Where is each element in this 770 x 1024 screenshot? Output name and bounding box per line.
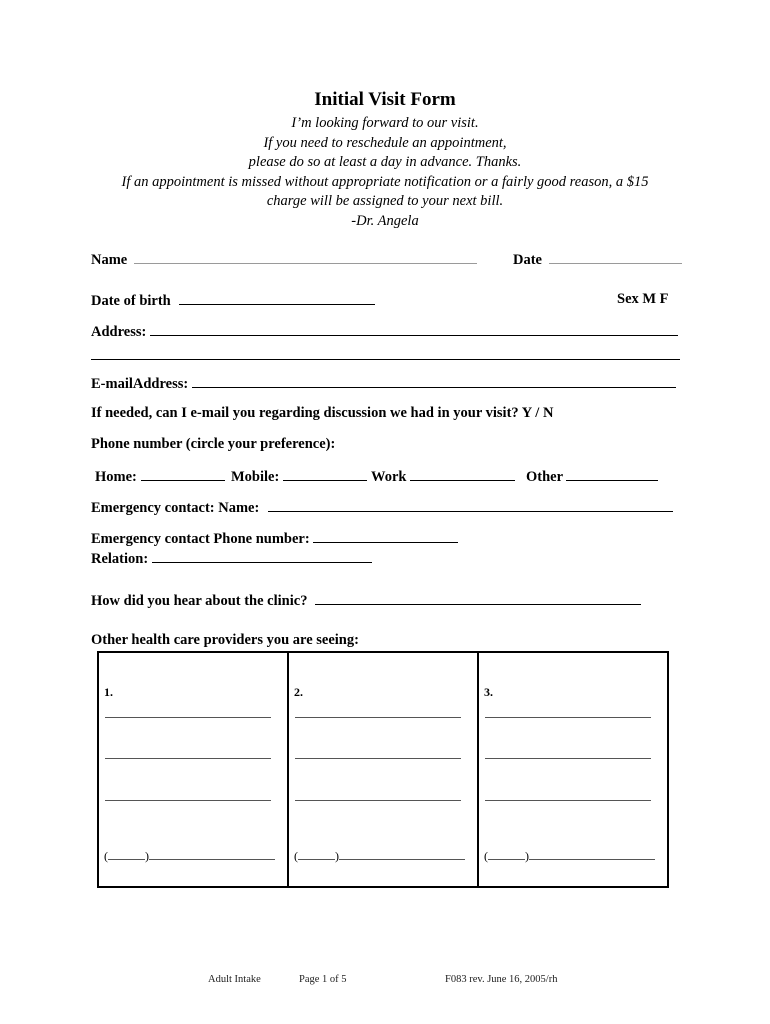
provider-number: 1. bbox=[104, 685, 113, 699]
dob-label: Date of birth bbox=[91, 293, 171, 309]
provider-line[interactable] bbox=[295, 717, 461, 718]
relation-row bbox=[91, 549, 372, 568]
provider-column bbox=[99, 653, 287, 886]
address-field[interactable] bbox=[150, 322, 678, 336]
footer-revision: F083 rev. June 16, 2005/rh bbox=[445, 974, 558, 985]
email-consent-question[interactable]: If needed, can I e-mail you regarding discussion we had in your visit? Y / N bbox=[91, 405, 554, 421]
provider-line[interactable] bbox=[485, 800, 651, 801]
relation-label: Relation: bbox=[91, 551, 149, 567]
provider-number: 2. bbox=[294, 685, 303, 699]
dob-row bbox=[91, 291, 375, 310]
provider-line[interactable] bbox=[485, 717, 651, 718]
address-row bbox=[91, 322, 678, 341]
provider-column bbox=[477, 653, 667, 886]
address-field-line2[interactable] bbox=[91, 359, 680, 360]
provider-line[interactable] bbox=[295, 758, 461, 759]
provider-line[interactable] bbox=[105, 758, 271, 759]
phone-heading: Phone number (circle your preference): bbox=[91, 436, 336, 452]
phone-mobile bbox=[231, 467, 367, 486]
referral-label: How did you hear about the clinic? bbox=[91, 593, 308, 609]
email-label: E-mailAddress: bbox=[91, 376, 189, 392]
name-field[interactable] bbox=[134, 250, 477, 264]
intro-signature: -Dr. Angela bbox=[351, 212, 419, 229]
date-field[interactable] bbox=[549, 250, 682, 264]
work-phone-field[interactable] bbox=[410, 467, 515, 481]
referral-row bbox=[91, 591, 641, 610]
date-row bbox=[513, 250, 682, 269]
emergency-name-label: Emergency contact: Name: bbox=[91, 500, 260, 516]
mobile-label: Mobile: bbox=[231, 469, 280, 485]
providers-heading: Other health care providers you are seeing: bbox=[91, 632, 359, 648]
intro-line: If an appointment is missed without appropriate notification or a fairly good reason, a $15 bbox=[121, 173, 649, 190]
dob-field[interactable] bbox=[179, 291, 375, 305]
work-label: Work bbox=[371, 469, 407, 485]
provider-phone[interactable]: ( ) bbox=[104, 849, 275, 864]
provider-line[interactable] bbox=[105, 800, 271, 801]
address-label: Address: bbox=[91, 324, 147, 340]
mobile-phone-field[interactable] bbox=[283, 467, 367, 481]
intro-line: I’m looking forward to our visit. bbox=[291, 115, 479, 131]
provider-column bbox=[287, 653, 477, 886]
name-label: Name bbox=[91, 252, 128, 268]
date-label: Date bbox=[513, 252, 542, 268]
intro-line: please do so at least a day in advance. Thanks. bbox=[248, 154, 522, 170]
provider-line[interactable] bbox=[295, 800, 461, 801]
referral-field[interactable] bbox=[315, 591, 641, 605]
emergency-phone-row bbox=[91, 529, 458, 548]
sex-selector[interactable]: Sex M F bbox=[617, 291, 669, 307]
home-label: Home: bbox=[95, 469, 137, 485]
provider-number: 3. bbox=[484, 685, 493, 699]
emergency-phone-field[interactable] bbox=[313, 529, 458, 543]
phone-home bbox=[95, 467, 225, 486]
home-phone-field[interactable] bbox=[141, 467, 225, 481]
emergency-name-row bbox=[91, 498, 673, 517]
other-phone-field[interactable] bbox=[566, 467, 658, 481]
footer-form-type: Adult Intake bbox=[208, 974, 261, 985]
form-title: Initial Visit Form bbox=[314, 89, 456, 110]
email-field[interactable] bbox=[192, 374, 676, 388]
intro-line: charge will be assigned to your next bill. bbox=[266, 193, 504, 209]
intro-paragraph bbox=[85, 114, 685, 231]
provider-line[interactable] bbox=[485, 758, 651, 759]
other-label: Other bbox=[526, 469, 563, 485]
phone-work bbox=[371, 467, 515, 486]
footer-page-number: Page 1 of 5 bbox=[299, 974, 347, 985]
name-row bbox=[91, 250, 477, 269]
provider-line[interactable] bbox=[105, 717, 271, 718]
relation-field[interactable] bbox=[152, 549, 372, 563]
provider-phone[interactable]: ( ) bbox=[294, 849, 465, 864]
intro-line: If you need to reschedule an appointment, bbox=[263, 134, 507, 151]
emergency-phone-label: Emergency contact Phone number: bbox=[91, 531, 310, 547]
providers-table bbox=[97, 651, 669, 888]
email-row bbox=[91, 374, 676, 393]
emergency-name-field[interactable] bbox=[268, 498, 673, 512]
provider-phone[interactable]: ( ) bbox=[484, 849, 655, 864]
phone-other bbox=[526, 467, 658, 486]
